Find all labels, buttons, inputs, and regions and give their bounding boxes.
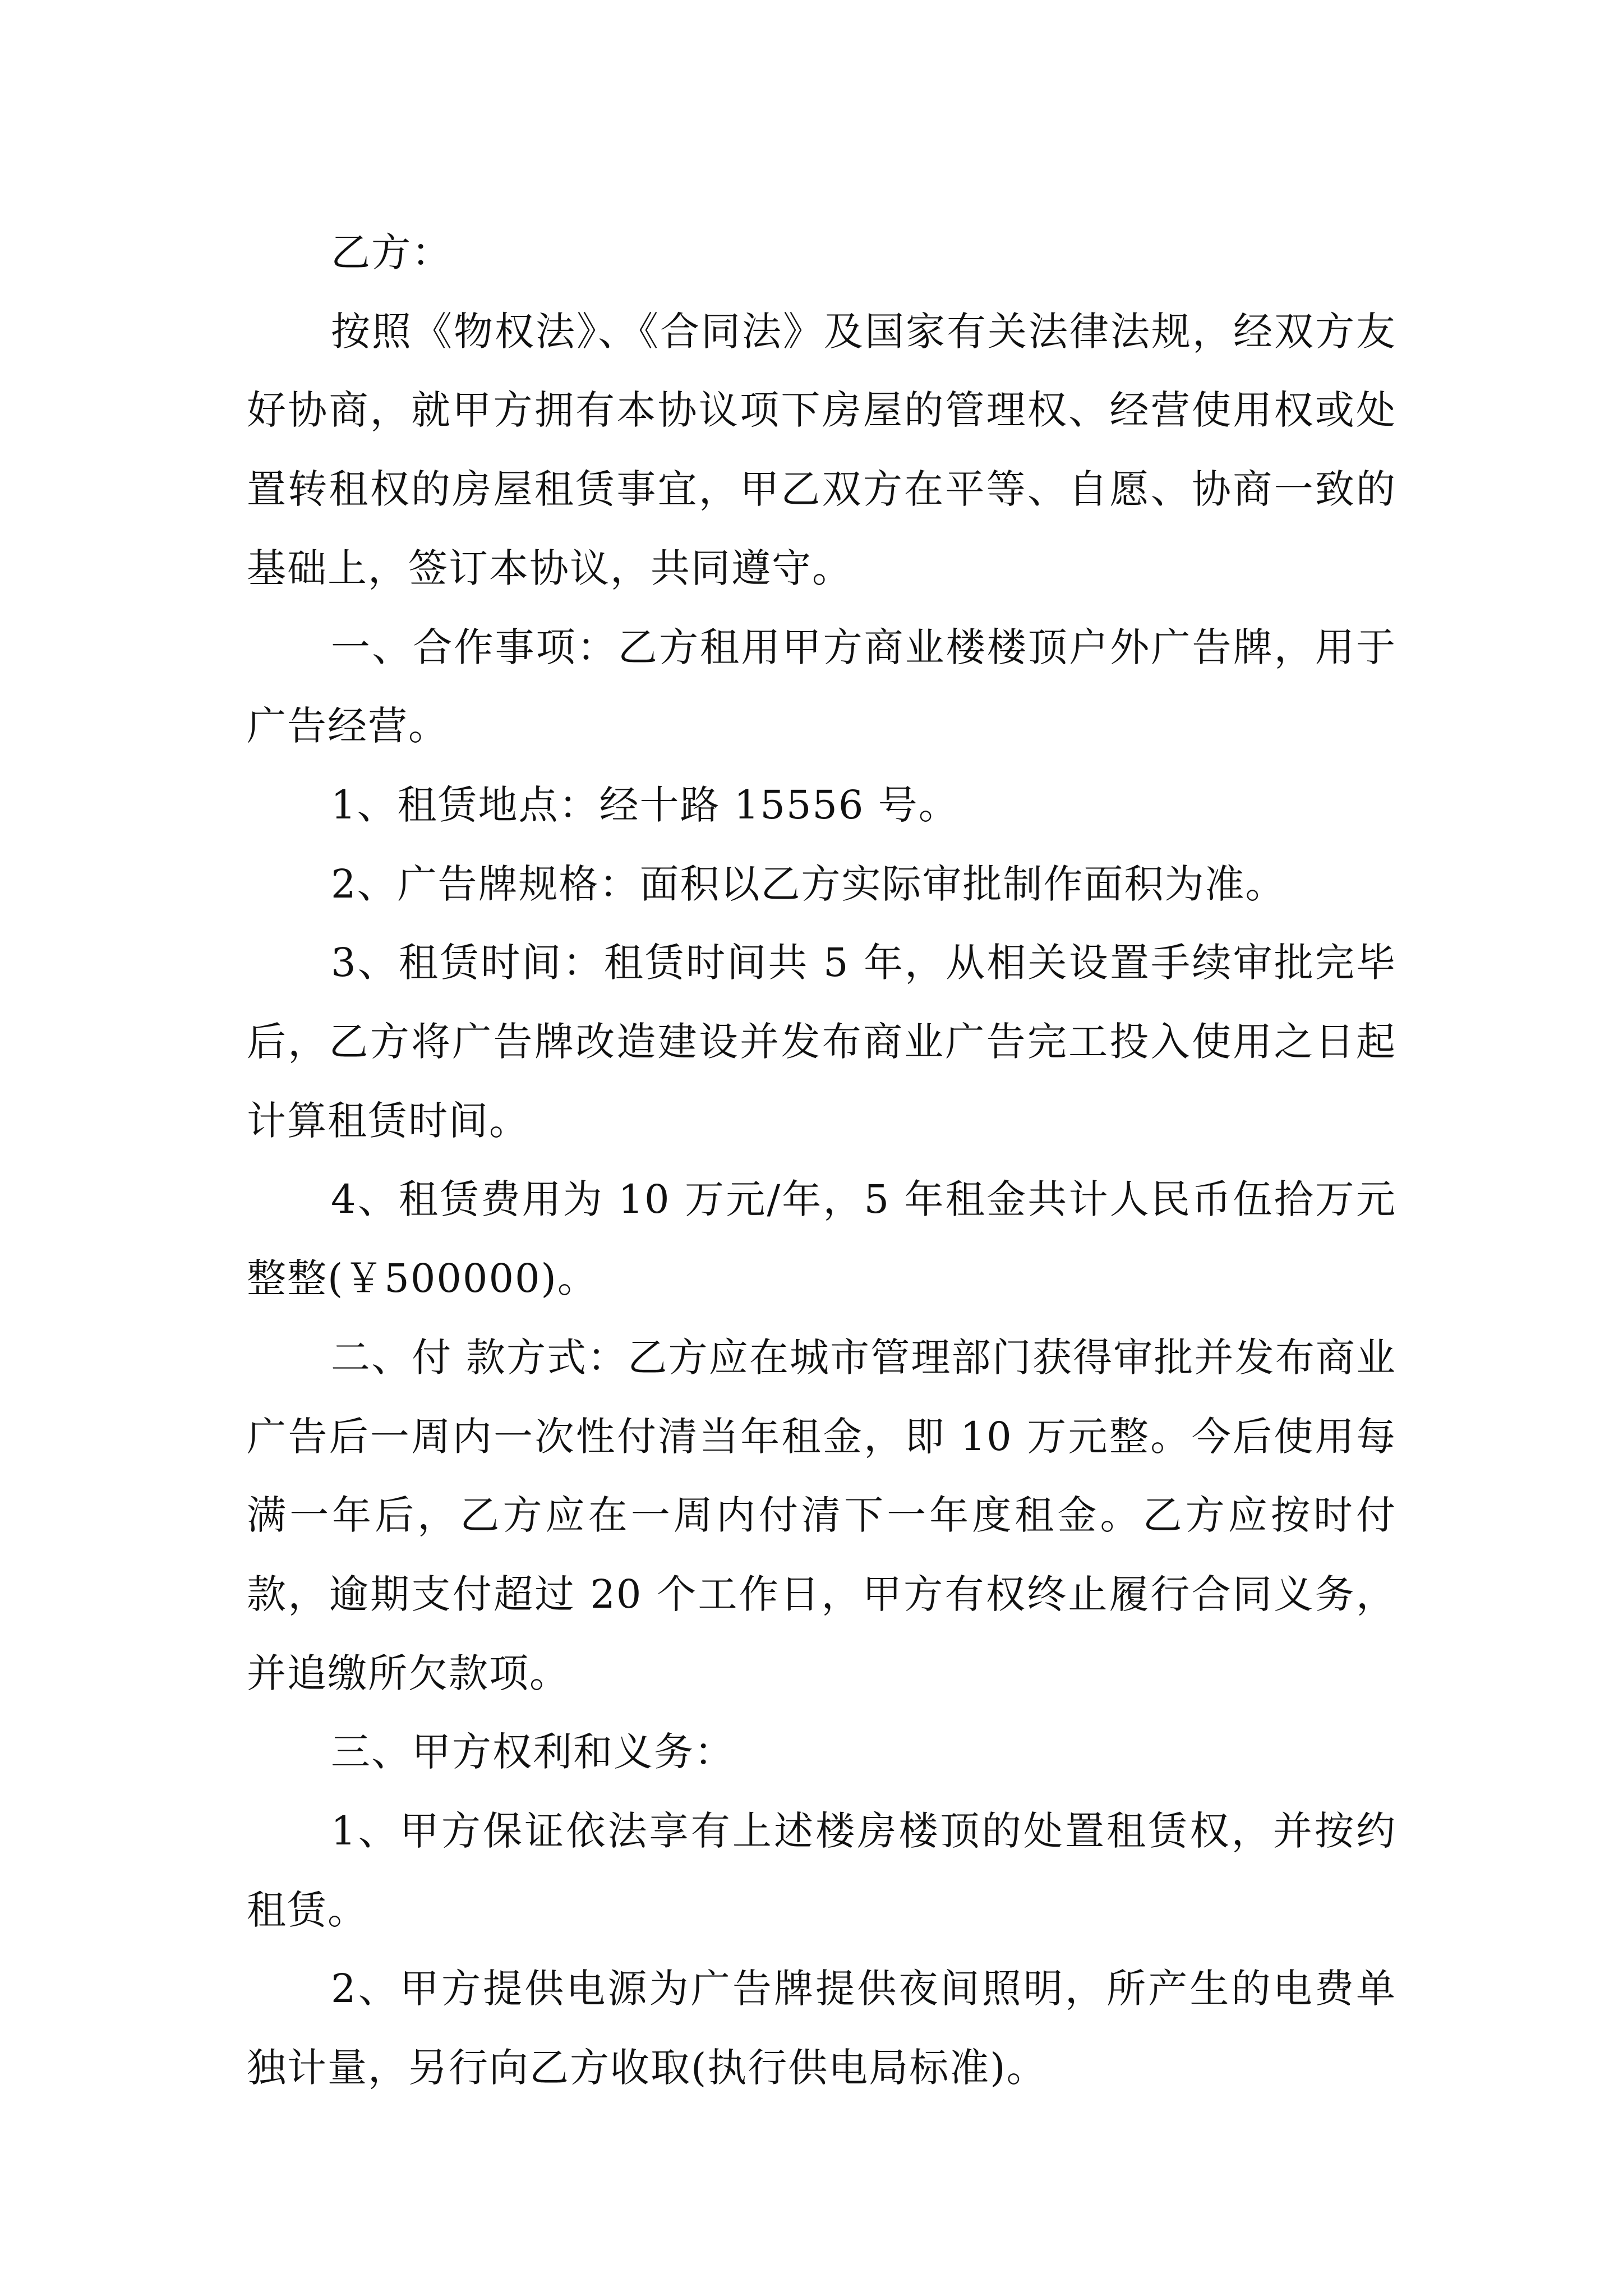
paragraph-party-a-right-1: 1、甲方保证依法享有上述楼房楼顶的处置租赁权，并按约租赁。 [247, 1808, 1396, 1933]
paragraph-party-a-heading: 三、甲方权利和义务： [331, 1729, 735, 1775]
paragraph-preamble: 按照《物权法》、《合同法》及国家有关法律法规，经双方友好协商，就甲方拥有本协议项下房屋的管理权、经营使用权或处置转租权的房屋租赁事宜，甲乙双方在平等、自愿、协商一致的基础上，签订本协议，共同遵守。 [247, 308, 1396, 591]
paragraph-cooperation: 一、合作事项：乙方租用甲方商业楼楼顶户外广告牌，用于广告经营。 [247, 624, 1396, 749]
contract-body [247, 213, 1396, 2108]
paragraph-location: 1、租赁地点：经十路 15556 号。 [331, 781, 959, 828]
paragraph-specification: 2、广告牌规格：面积以乙方实际审批制作面积为准。 [331, 861, 1286, 907]
paragraph-party-a-right-2: 2、甲方提供电源为广告牌提供夜间照明，所产生的电费单独计量，另行向乙方收取(执行供电局标准)。 [247, 1966, 1396, 2091]
paragraph-lease-fee: 4、租赁费用为 10 万元/年，5 年租金共计人民币伍拾万元整整(￥500000)。 [247, 1176, 1396, 1302]
paragraph-party-b: 乙方： [331, 229, 452, 275]
paragraph-payment: 二、付 款方式：乙方应在城市管理部门获得审批并发布商业广告后一周内一次性付清当年租金，即 10 万元整。今后使用每满一年后，乙方应在一周内付清下一年度租金。乙方应按时付款，逾期支付超过 20 个工作日，甲方有权终止履行合同义务，并追缴所欠款项。 [247, 1334, 1396, 1696]
paragraph-lease-term: 3、租赁时间：租赁时间共 5 年，从相关设置手续审批完毕后，乙方将广告牌改造建设并发布商业广告完工投入使用之日起计算租赁时间。 [247, 940, 1396, 1144]
